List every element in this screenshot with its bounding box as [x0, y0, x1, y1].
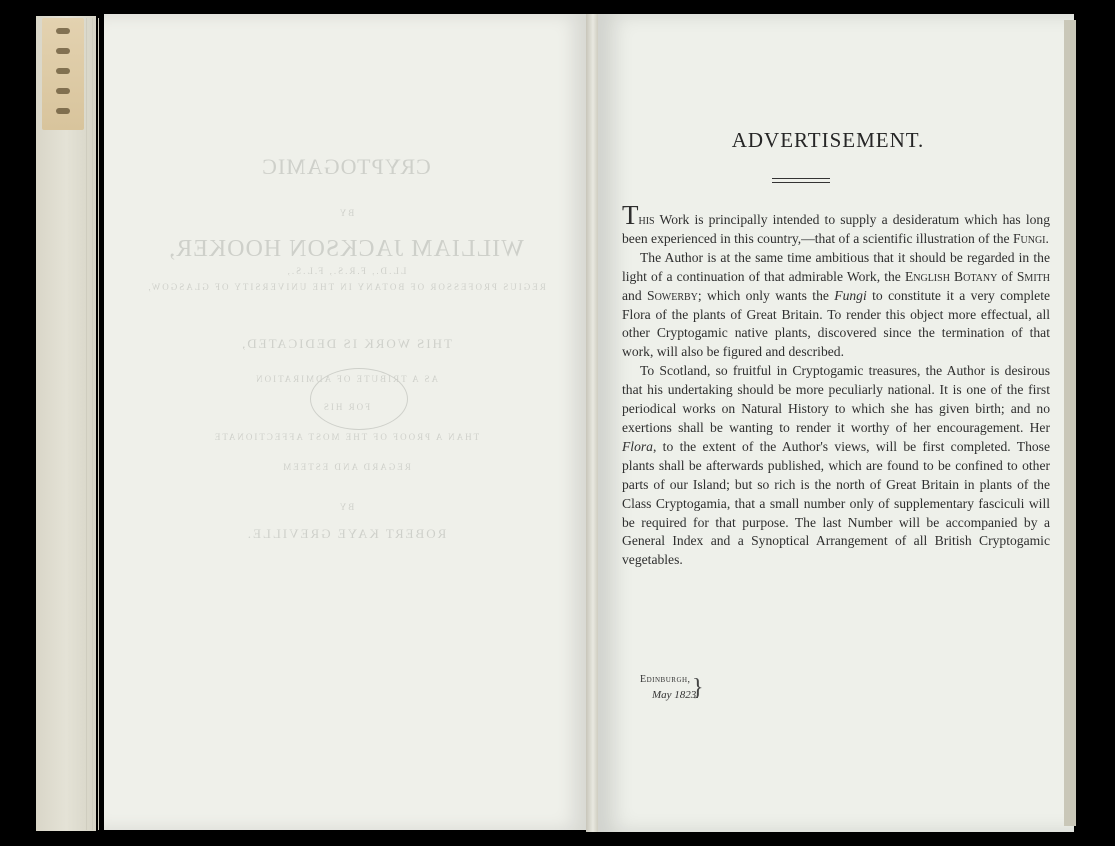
spine-label	[42, 18, 84, 130]
text-segment: his	[638, 212, 655, 227]
bleed-line: REGIUS PROFESSOR OF BOTANY IN THE UNIVERSITY OF GLASGOW,	[146, 282, 546, 292]
bleed-line: CRYPTOGAMIC	[261, 154, 431, 179]
bleed-line: FOR HIS	[321, 402, 371, 412]
text-segment: Work is principally intended to supply a desideratum which has long been experienced in this country,—that of a scientific illustration of the	[622, 212, 1050, 246]
left-page-bleed-through	[104, 14, 588, 830]
book-binding	[36, 16, 96, 831]
bleed-line: THIS WORK IS DEDICATED,	[240, 336, 452, 351]
text-segment: ; which only wants the	[697, 287, 835, 303]
drop-cap: T	[622, 200, 639, 230]
advertisement-paragraph	[622, 249, 1050, 362]
signoff-date: May 1823.	[652, 689, 700, 701]
bleed-line: BY	[337, 208, 355, 218]
advertisement-body	[622, 200, 1051, 570]
signoff-brace: }	[692, 675, 704, 701]
text-segment: To Scotland, so fruitful in Cryptogamic treasures, the Author is desirous that his undertaking should be more peculiarly national. It is one of the first periodical works on Natural History to which she has given birth; and no exertions shall be wanting to render it worthy of her encouragement. Her	[622, 363, 1050, 435]
bleed-line: WILLIAM JACKSON HOOKER,	[168, 236, 524, 262]
bleed-line: BY	[337, 502, 355, 512]
text-segment: Flora	[622, 438, 653, 454]
bleed-line: REGARD AND ESTEEM	[281, 462, 411, 472]
page-title: ADVERTISEMENT.	[731, 128, 925, 152]
signoff-place: Edinburgh,	[640, 674, 691, 685]
page-edges	[1064, 20, 1076, 826]
advertisement-paragraph	[622, 362, 1050, 570]
advertisement-paragraph	[622, 200, 1050, 249]
text-segment: .	[1045, 230, 1049, 246]
text-segment: to constitute it a very complete Flora of the plants of Great Britain. To render this object more effectual, all other Cryptogamic native plants, discovered since the termination of that work, will also be figured and described.	[622, 287, 1051, 360]
title-rule-top	[772, 178, 830, 179]
text-segment: The Author is at the same time ambitious that it should be regarded in the light of a continuation of that admirable Work, the	[622, 249, 1050, 284]
text-segment: Fungi	[834, 287, 867, 303]
text-segment: and	[622, 287, 648, 303]
bleed-line: AS A TRIBUTE OF ADMIRATION	[254, 374, 438, 384]
text-segment: Smith	[1016, 268, 1050, 284]
text-segment: , to the extent of the Author's views, will be first completed. Those plants shall be afterwards published, which are found to be confined to other parts of our Island; but so rich is the north of Great Britain in plants of the Class Cryptogamia, that a small number only of supplementary fasciculi will be required for that purpose. The last Number will be accompanied by a General Index and a Synoptical Arrangement of all British Cryptogamic vegetables.	[622, 438, 1050, 568]
text-segment: Fungi	[1012, 230, 1046, 246]
bleed-line: ROBERT KAYE GREVILLE.	[245, 526, 447, 541]
bleed-line: LL.D., F.R.S., F.L.S.,	[285, 266, 407, 276]
title-rule-bottom	[772, 182, 830, 183]
text-segment: English Botany	[904, 268, 998, 284]
bleed-line: THAN A PROOF OF THE MOST AFFECTIONATE	[212, 432, 480, 442]
text-segment: Sowerby	[647, 287, 698, 303]
bleed-stamp	[310, 368, 408, 430]
text-segment: of	[997, 268, 1017, 284]
